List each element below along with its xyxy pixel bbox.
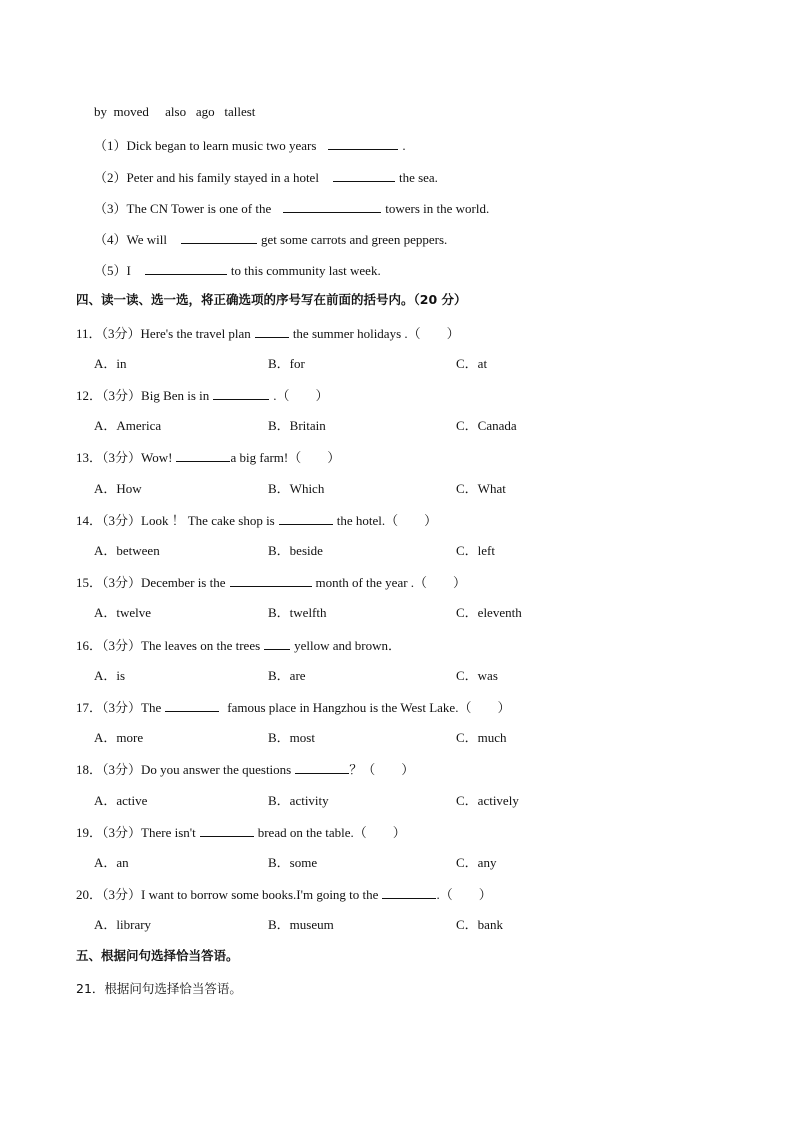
question-number: 13． xyxy=(76,450,103,465)
answer-blank[interactable] xyxy=(382,885,436,899)
question-12 xyxy=(76,386,329,405)
question-score: （3分） xyxy=(102,762,142,777)
question-text: Big Ben is in xyxy=(141,388,210,403)
question-15 xyxy=(76,573,466,592)
fill-item-text: towers in the world. xyxy=(385,201,490,216)
question-16 xyxy=(76,636,401,655)
section-4-heading: 四、读一读、选一选，将正确选项的序号写在前面的括号内。（20 分） xyxy=(76,292,467,307)
question-text: There isn't xyxy=(141,825,196,840)
question-text: famous place in Hangzhou is the West Lake.（ ） xyxy=(227,700,511,715)
answer-blank[interactable] xyxy=(200,823,254,837)
question-score: （3分） xyxy=(102,638,142,653)
option-b[interactable]: B．museum xyxy=(268,917,334,932)
question-text: The leaves on the trees xyxy=(141,638,261,653)
question-number: 14． xyxy=(76,513,103,528)
question-text: the summer holidays .（ ） xyxy=(292,326,460,341)
question-number: 16． xyxy=(76,638,103,653)
question-text: the hotel.（ ） xyxy=(336,513,438,528)
fill-item-number: （2） xyxy=(94,170,127,185)
fill-item-2 xyxy=(94,168,438,187)
option-b[interactable]: B．are xyxy=(268,668,306,683)
question-score: （3分） xyxy=(102,388,142,403)
question-18 xyxy=(76,760,414,779)
option-a[interactable]: A．is xyxy=(94,668,126,683)
option-c[interactable]: C．any xyxy=(456,855,497,870)
question-score: （3分） xyxy=(102,450,142,465)
option-b[interactable]: B．Which xyxy=(268,481,325,496)
option-a[interactable]: A．America xyxy=(94,418,162,433)
question-number: 15． xyxy=(76,575,103,590)
question-text: ？（ ） xyxy=(349,762,415,777)
option-c[interactable]: C．What xyxy=(456,481,506,496)
fill-item-number: （1） xyxy=(94,138,127,153)
word-bank: by moved also ago tallest xyxy=(94,104,256,119)
option-a[interactable]: A．library xyxy=(94,917,152,932)
question-text: Here's the travel plan xyxy=(140,326,251,341)
question-text: The xyxy=(141,700,162,715)
fill-item-5 xyxy=(94,261,381,280)
question-text: yellow and brown． xyxy=(294,638,402,653)
option-b[interactable]: B．twelfth xyxy=(268,605,327,620)
fill-item-text: Dick began to learn music two years xyxy=(126,138,317,153)
question-21: 21．根据问句选择恰当答语。 xyxy=(76,981,242,996)
question-text: Look ！ The cake shop is xyxy=(141,513,275,528)
answer-blank[interactable] xyxy=(283,199,381,213)
question-text: bread on the table.（ ） xyxy=(257,825,406,840)
fill-item-text: the sea. xyxy=(398,170,438,185)
answer-blank[interactable] xyxy=(165,698,219,712)
option-c[interactable]: C．at xyxy=(456,356,488,371)
section-5-heading: 五、根据问句选择恰当答语。 xyxy=(76,948,239,963)
question-14 xyxy=(76,511,437,530)
answer-blank[interactable] xyxy=(145,261,227,275)
answer-blank[interactable] xyxy=(328,136,398,150)
answer-blank[interactable] xyxy=(255,324,289,338)
question-score: （3分） xyxy=(102,887,142,902)
option-a[interactable]: A．How xyxy=(94,481,142,496)
option-a[interactable]: A．an xyxy=(94,855,129,870)
fill-item-text: We will xyxy=(126,232,167,247)
question-text: a big farm!（ ） xyxy=(230,450,341,465)
question-text: Wow! xyxy=(141,450,173,465)
answer-blank[interactable] xyxy=(176,448,230,462)
option-a[interactable]: A．twelve xyxy=(94,605,152,620)
question-text: I want to borrow some books.I'm going to the xyxy=(141,887,379,902)
fill-item-text: . xyxy=(402,138,406,153)
fill-item-text: The CN Tower is one of the xyxy=(126,201,272,216)
option-c[interactable]: C．was xyxy=(456,668,498,683)
question-score: （3分） xyxy=(102,513,142,528)
option-a[interactable]: A．between xyxy=(94,543,160,558)
fill-item-text: get some carrots and green peppers. xyxy=(261,232,448,247)
fill-item-text: Peter and his family stayed in a hotel xyxy=(126,170,319,185)
option-a[interactable]: A．active xyxy=(94,793,148,808)
question-20 xyxy=(76,885,492,904)
option-b[interactable]: B．most xyxy=(268,730,315,745)
fill-item-text: I xyxy=(126,263,131,278)
question-number: 19． xyxy=(76,825,103,840)
question-score: （3分） xyxy=(102,575,142,590)
question-score: （3分） xyxy=(102,825,142,840)
option-c[interactable]: C．bank xyxy=(456,917,503,932)
option-b[interactable]: B．beside xyxy=(268,543,323,558)
answer-blank[interactable] xyxy=(279,511,333,525)
fill-item-text: to this community last week. xyxy=(230,263,381,278)
fill-item-1 xyxy=(94,136,406,155)
option-c[interactable]: C．Canada xyxy=(456,418,517,433)
option-a[interactable]: A．more xyxy=(94,730,144,745)
option-b[interactable]: B．for xyxy=(268,356,305,371)
fill-item-number: （5） xyxy=(94,263,127,278)
option-a[interactable]: A．in xyxy=(94,356,127,371)
option-c[interactable]: C．eleventh xyxy=(456,605,522,620)
question-number: 12． xyxy=(76,388,103,403)
option-b[interactable]: B．Britain xyxy=(268,418,326,433)
fill-item-3 xyxy=(94,199,489,218)
option-c[interactable]: C．left xyxy=(456,543,495,558)
fill-item-number: （4） xyxy=(94,232,127,247)
question-text: December is the xyxy=(141,575,226,590)
question-13 xyxy=(76,448,340,467)
question-number: 18． xyxy=(76,762,103,777)
question-11 xyxy=(76,324,460,343)
answer-blank[interactable] xyxy=(333,168,395,182)
fill-item-number: （3） xyxy=(94,201,127,216)
option-c[interactable]: C．actively xyxy=(456,793,519,808)
question-19 xyxy=(76,823,406,842)
question-score: （3分） xyxy=(101,326,141,341)
option-b[interactable]: B．activity xyxy=(268,793,329,808)
question-text: month of the year .（ ） xyxy=(315,575,467,590)
answer-blank[interactable] xyxy=(213,386,269,400)
question-number: 17． xyxy=(76,700,103,715)
answer-blank[interactable] xyxy=(264,636,290,650)
option-b[interactable]: B．some xyxy=(268,855,318,870)
question-number: 11． xyxy=(76,326,102,341)
question-17 xyxy=(76,698,510,717)
question-text: .（ ） xyxy=(436,887,492,902)
answer-blank[interactable] xyxy=(295,760,349,774)
question-text: .（ ） xyxy=(273,388,329,403)
answer-blank[interactable] xyxy=(181,230,257,244)
question-score: （3分） xyxy=(102,700,142,715)
answer-blank[interactable] xyxy=(230,573,312,587)
question-text: Do you answer the questions xyxy=(141,762,292,777)
question-number: 20． xyxy=(76,887,103,902)
option-c[interactable]: C．much xyxy=(456,730,507,745)
fill-item-4 xyxy=(94,230,447,249)
